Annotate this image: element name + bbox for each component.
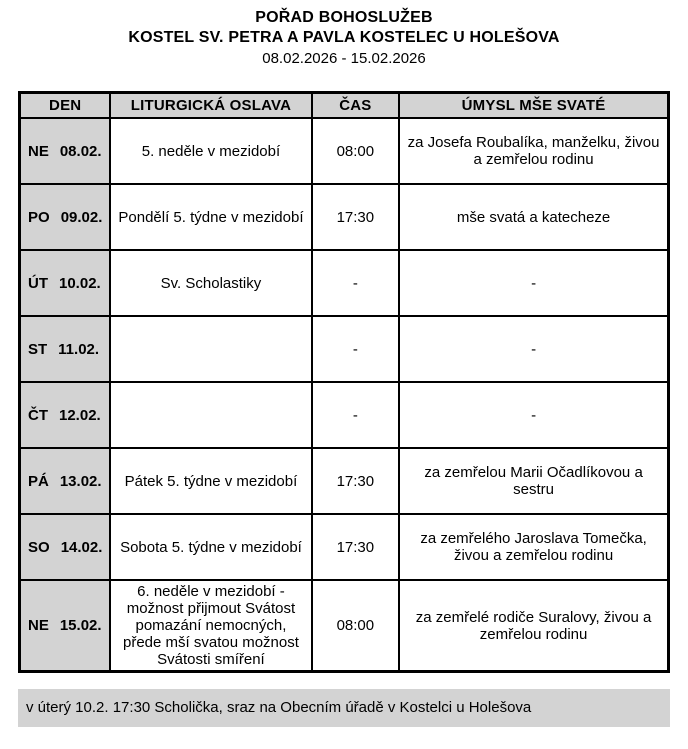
day-abbreviation: PÁ bbox=[28, 472, 49, 490]
day-date: 13.02. bbox=[59, 472, 102, 490]
day-date: 14.02. bbox=[60, 538, 103, 556]
celebration-cell bbox=[110, 382, 311, 448]
intention-cell: za zemřelé rodiče Suralovy, živou a zemřelou rodinu bbox=[399, 580, 668, 672]
schedule-table bbox=[18, 91, 670, 673]
intention-cell: - bbox=[399, 316, 668, 382]
day-cell bbox=[20, 316, 111, 382]
schedule-body bbox=[20, 118, 669, 672]
table-row bbox=[20, 316, 669, 382]
time-cell: 08:00 bbox=[312, 118, 400, 184]
column-header-celebration: LITURGICKÁ OSLAVA bbox=[110, 93, 311, 119]
time-cell: - bbox=[312, 316, 400, 382]
day-abbreviation: ÚT bbox=[28, 274, 48, 292]
document-header bbox=[18, 8, 670, 69]
celebration-cell: 5. neděle v mezidobí bbox=[110, 118, 311, 184]
day-date: 12.02. bbox=[59, 406, 101, 424]
table-row bbox=[20, 184, 669, 250]
day-cell bbox=[20, 250, 111, 316]
table-row bbox=[20, 250, 669, 316]
date-range: 08.02.2026 - 15.02.2026 bbox=[262, 50, 426, 67]
celebration-cell: Pátek 5. týdne v mezidobí bbox=[110, 448, 311, 514]
table-header-row bbox=[20, 93, 669, 119]
day-date: 11.02. bbox=[58, 340, 100, 358]
day-cell bbox=[20, 382, 111, 448]
day-date: 10.02. bbox=[59, 274, 101, 292]
intention-cell: za zemřelou Marii Očadlíkovou a sestru bbox=[399, 448, 668, 514]
day-abbreviation: NE bbox=[28, 142, 49, 160]
day-abbreviation: NE bbox=[28, 617, 49, 634]
intention-cell: mše svatá a katecheze bbox=[399, 184, 668, 250]
intention-cell: za zemřelého Jaroslava Tomečka, živou a zemřelou rodinu bbox=[399, 514, 668, 580]
table-row bbox=[20, 382, 669, 448]
intention-cell: - bbox=[399, 382, 668, 448]
intention-cell: - bbox=[399, 250, 668, 316]
day-abbreviation: ST bbox=[28, 340, 48, 358]
celebration-cell: 6. neděle v mezidobí - možnost přijmout Svátost pomazání nemocných, přede mší svatou možnost Svátosti smíření bbox=[110, 580, 311, 672]
day-cell bbox=[20, 514, 111, 580]
column-header-day: DEN bbox=[20, 93, 111, 119]
time-cell: - bbox=[312, 250, 400, 316]
day-abbreviation: PO bbox=[28, 208, 50, 226]
church-name: KOSTEL SV. PETRA A PAVLA KOSTELEC U HOLEŠOVA bbox=[128, 29, 560, 46]
table-row bbox=[20, 118, 669, 184]
day-abbreviation: SO bbox=[28, 538, 50, 556]
time-cell: 08:00 bbox=[312, 580, 400, 672]
table-row bbox=[20, 514, 669, 580]
time-cell: 17:30 bbox=[312, 514, 400, 580]
celebration-cell: Sobota 5. týdne v mezidobí bbox=[110, 514, 311, 580]
day-abbreviation: ČT bbox=[28, 406, 48, 424]
time-cell: - bbox=[312, 382, 400, 448]
table-row bbox=[20, 448, 669, 514]
time-cell: 17:30 bbox=[312, 448, 400, 514]
column-header-intention: ÚMYSL MŠE SVATÉ bbox=[399, 93, 668, 119]
footer-note: v úterý 10.2. 17:30 Scholička, sraz na Obecním úřadě v Kostelci u Holešova bbox=[18, 689, 670, 727]
day-cell bbox=[20, 580, 111, 672]
day-cell bbox=[20, 184, 111, 250]
day-date: 08.02. bbox=[59, 142, 102, 160]
intention-cell: za Josefa Roubalíka, manželku, živou a zemřelou rodinu bbox=[399, 118, 668, 184]
table-row bbox=[20, 580, 669, 672]
celebration-cell: Pondělí 5. týdne v mezidobí bbox=[110, 184, 311, 250]
day-date: 09.02. bbox=[60, 208, 103, 226]
day-date: 15.02. bbox=[59, 617, 102, 634]
column-header-time: ČAS bbox=[312, 93, 400, 119]
day-cell bbox=[20, 118, 111, 184]
day-cell bbox=[20, 448, 111, 514]
time-cell: 17:30 bbox=[312, 184, 400, 250]
celebration-cell bbox=[110, 316, 311, 382]
celebration-cell: Sv. Scholastiky bbox=[110, 250, 311, 316]
page-title: POŘAD BOHOSLUŽEB bbox=[255, 9, 433, 26]
